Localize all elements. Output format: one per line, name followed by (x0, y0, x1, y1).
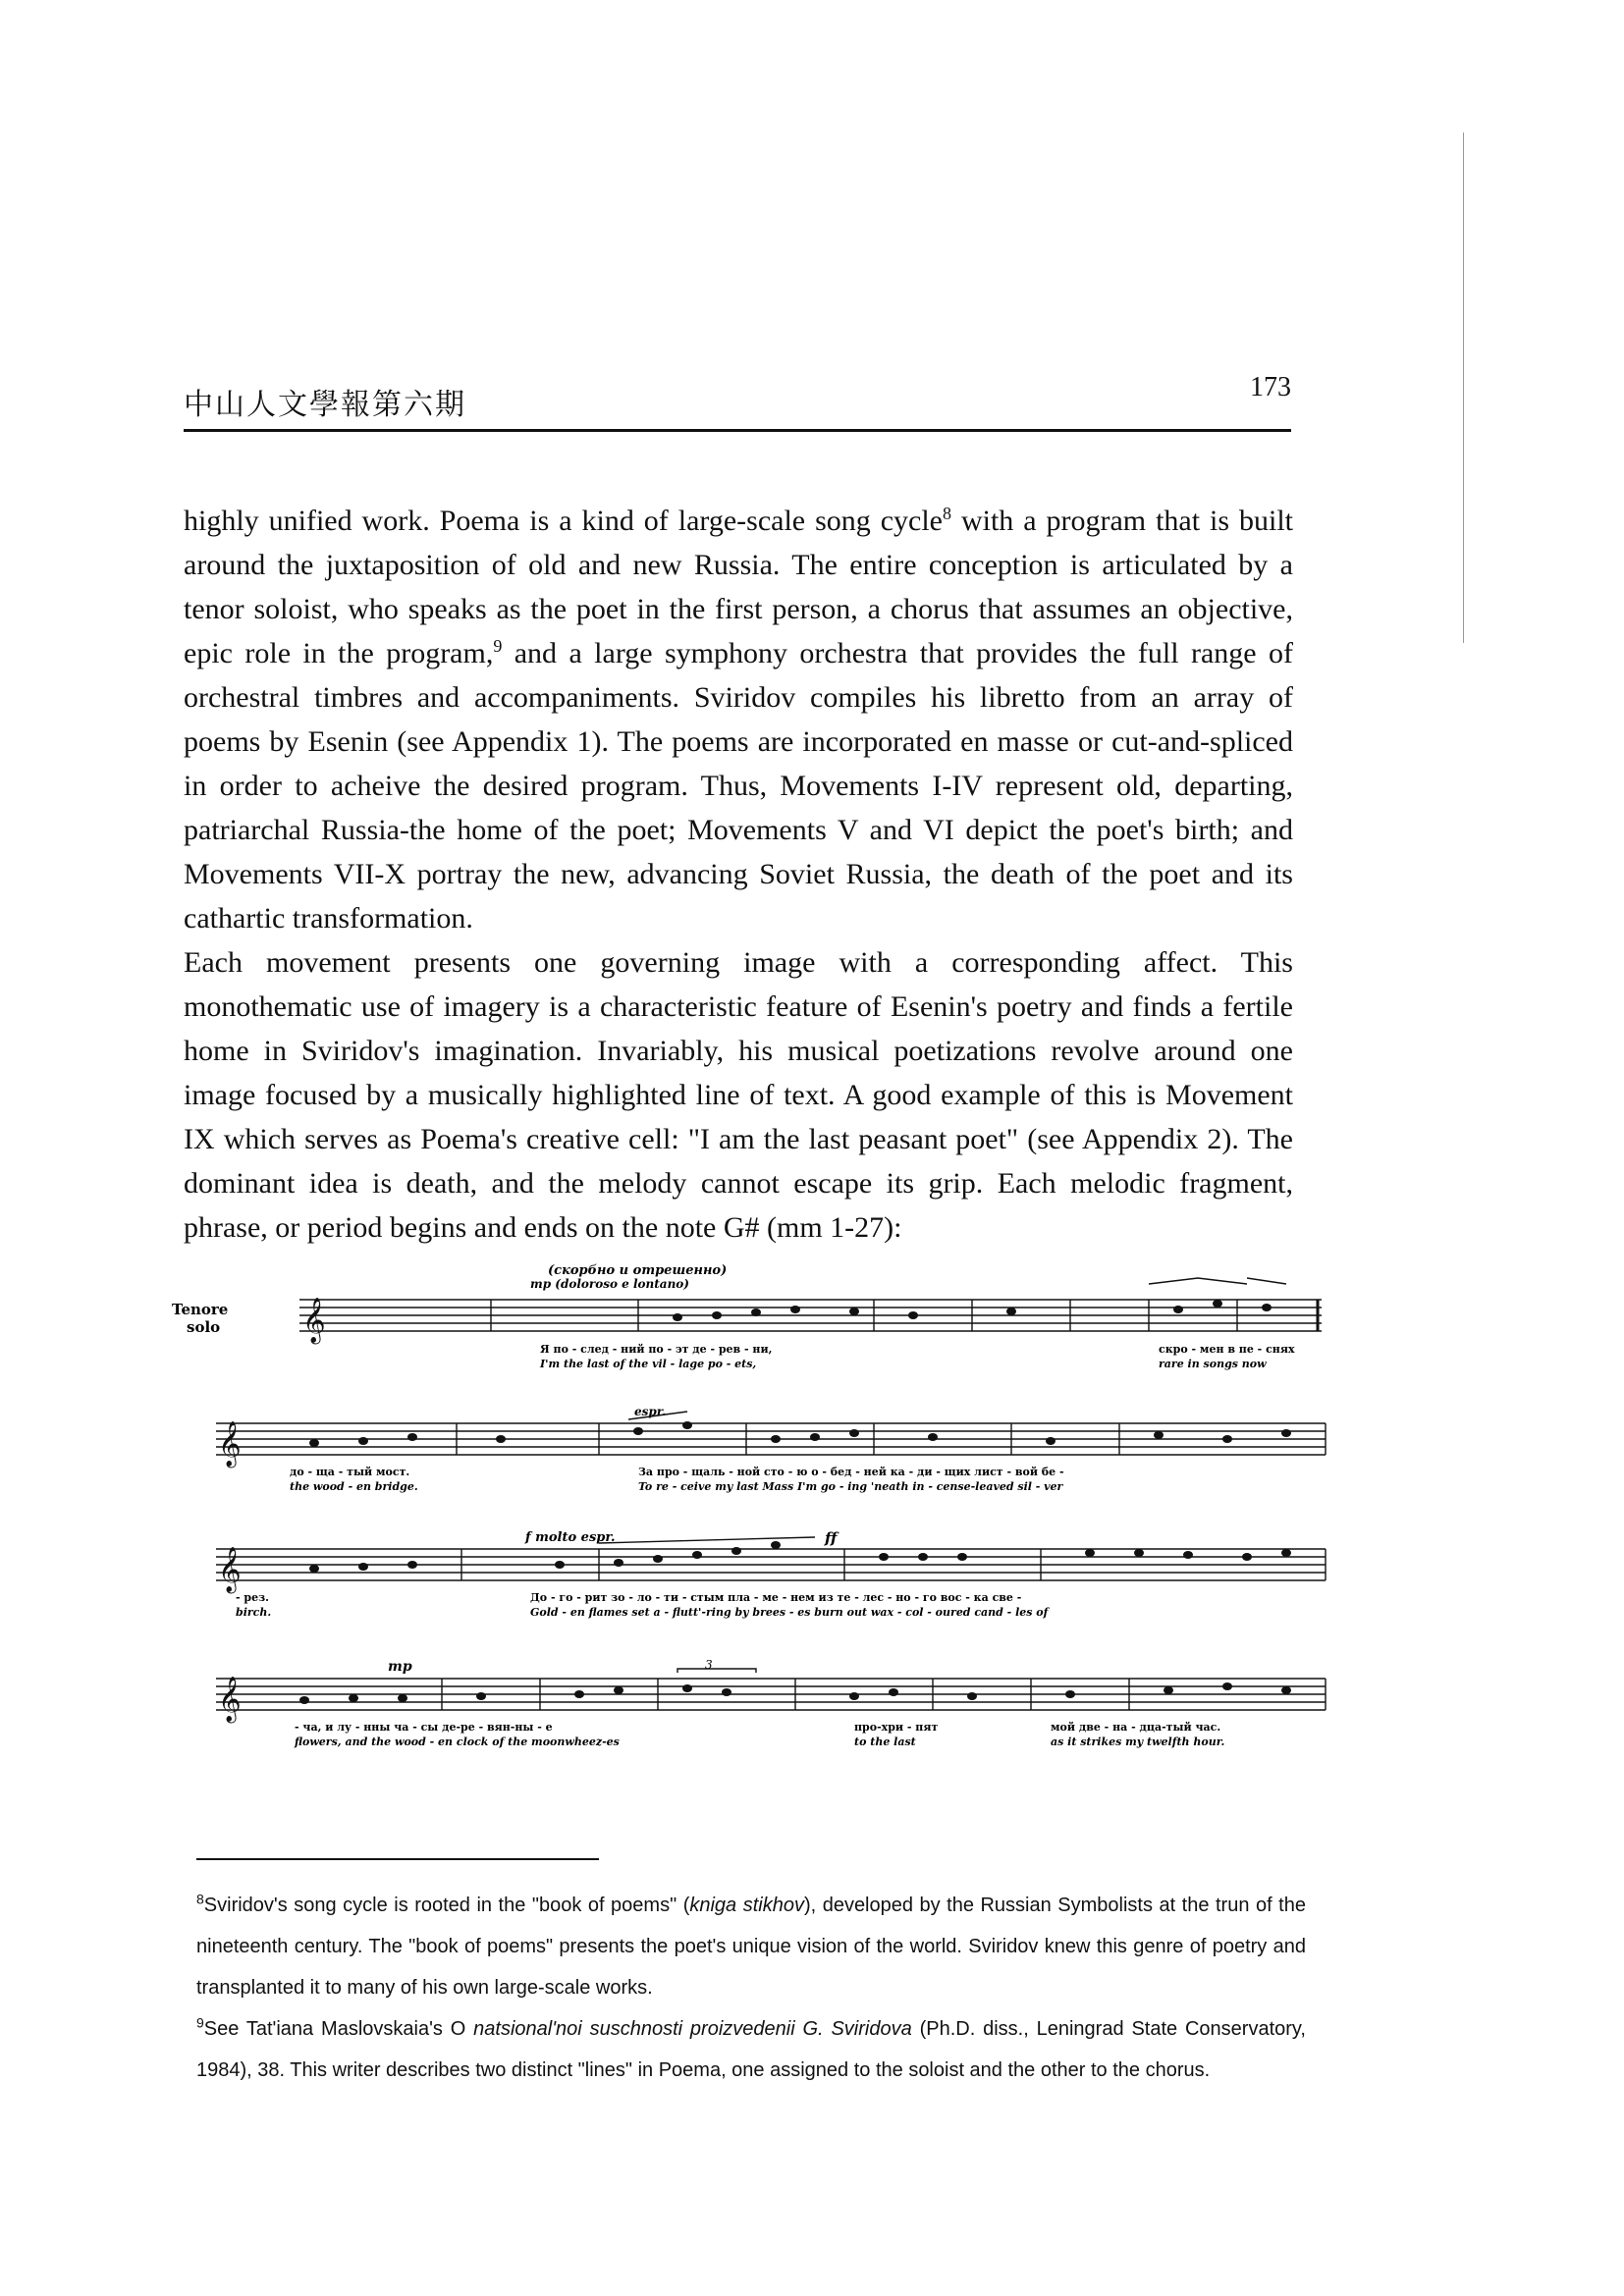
footnote-9-text-a: See Tat'iana Maslovskaia's O (203, 2018, 474, 2040)
triplet-mark: 3 (705, 1658, 713, 1672)
paragraph-1-text-b: with a program that is built around the juxtaposition of old and new Russia. The entire conception is articulated by a tenor soloist, who speaks as the poet in the first person, a chorus that assumes an objective, epic role in the program, (184, 505, 1294, 669)
lyrics-line4-en-a: flowers, and the wood - en clock of the moonwheez-es (295, 1735, 620, 1748)
lyrics-line2-ru-a: до - ща - тый мост. (290, 1466, 410, 1478)
paragraph-1-text-c: and a large symphony orchestra that provides the full range of orchestral timbres and accompaniments. Sviridov compiles his libretto from an array of poems by Esenin (see Appendix 1). The poems are incorporated en masse or cut-and-spliced in order to acheive the desired program. Thus, Movements I-IV represent old, departing, patriarchal Russia-the home of the poet; Movements V and VI depict the poet's birth; and Movements VII-X portray the new, advancing Soviet Russia, the death of the poet and its cathartic transformation. (184, 637, 1293, 934)
music-example (167, 1258, 1345, 1769)
lyrics-line1-ru-a: Я по - след - ний по - эт де - рев - ни, (540, 1343, 773, 1356)
footnote-8-text-b: ), developed by the Russian Symbolists at the trun of the nineteenth century. The "book of poems" presents the poet's unique vision of the world. Sviridov knew this genre of poetry and transplanted it to many of his own large-scale works. (196, 1895, 1306, 1999)
treble-clef-icon-2: 𝄞 (218, 1421, 242, 1467)
footnote-8 (196, 1885, 1306, 2008)
footnote-9-marker: 9 (196, 2014, 204, 2031)
lyrics-line4-ru-b: про-хри - пят (854, 1721, 939, 1734)
lyrics-line4-en-c: as it strikes my twelfth hour. (1051, 1735, 1225, 1748)
staff-system-1 (299, 1278, 1322, 1331)
lyrics-line1-ru-b: скро - мен в пе - снях (1159, 1343, 1295, 1356)
scan-edge-line (1463, 133, 1464, 643)
lyrics-line3-ru-a: - рез. (236, 1591, 269, 1604)
lyrics-line4-ru-a: - ча, и лу - нны ча - сы де-ре - вян-ны - е (295, 1721, 553, 1734)
paragraph-1 (184, 499, 1293, 940)
footnotes (196, 1885, 1306, 2091)
paragraph-2: Each movement presents one governing image with a corresponding affect. This monothematic use of imagery is a characteristic feature of Esenin's poetry and finds a fertile home in Sviridov's imagination. Invariably, his musical poetizations revolve around one image focused by a musically highlighted line of text. A good example of this is Movement IX which serves as Poema's creative cell: "I am the last peasant poet" (see Appendix 2). The dominant idea is death, and the melody cannot escape its grip. Each melodic fragment, phrase, or period begins and ends on the note G# (mm 1-27): (184, 946, 1293, 1244)
running-header (184, 372, 1291, 432)
notes-system-1 (302, 1298, 1272, 1345)
staff-system-4 (216, 1669, 1326, 1710)
music-score (167, 1258, 1345, 1769)
staff-system-3 (216, 1537, 1326, 1580)
body-text (184, 499, 1293, 1250)
lyrics-line2-en-a: the wood - en bridge. (290, 1480, 418, 1493)
footnote-rule (196, 1858, 599, 1860)
lyrics-line3-en-b: Gold - en flames set a - flutt'-ring by brees - es burn out wax - col - oured cand - les of (530, 1606, 1049, 1619)
mezzo-piano-mark: mp (388, 1659, 412, 1675)
journal-title: 中山人文學報第六期 (184, 388, 466, 422)
page-number: 173 (1250, 372, 1291, 402)
fortissimo-mark: ff (825, 1529, 838, 1547)
molto-espressivo-mark: f molto espr. (525, 1530, 616, 1545)
footnote-ref-8: 8 (942, 504, 951, 523)
voice-label-tenore: Tenore (172, 1301, 229, 1318)
footnote-9-title: natsional'noi suschnosti proizvedenii G. Sviridova (473, 2018, 912, 2040)
footnote-ref-9: 9 (493, 636, 503, 656)
lyrics-line1-en-a: I'm the last of the vil - lage po - ets, (540, 1358, 757, 1370)
footnote-8-title: kniga stikhov (689, 1895, 804, 1916)
treble-clef-icon: 𝄞 (302, 1298, 326, 1343)
voice-label-solo: solo (187, 1318, 221, 1336)
footnote-8-text-a: Sviridov's song cycle is rooted in the "book of poems" ( (203, 1895, 690, 1916)
lyrics-line3-ru-b: До - го - рит зо - ло - ти - стым пла - ме - нем из те - лес - но - го вос - ка све - (530, 1591, 1022, 1604)
lyrics-line3-en-a: birch. (236, 1606, 272, 1619)
paragraph-1-text-a: highly unified work. Poema is a kind of large-scale song cycle (184, 505, 943, 537)
lyrics-line4-ru-c: мой две - на - дца-тый час. (1051, 1721, 1221, 1734)
footnote-9 (196, 2008, 1306, 2091)
notes-system-2 (218, 1421, 1291, 1468)
espressivo-mark: espr. (634, 1405, 667, 1418)
treble-clef-icon-3: 𝄞 (218, 1547, 242, 1592)
footnote-8-marker: 8 (196, 1891, 204, 1907)
tempo-russian: (скорбно и отрешенно) (548, 1263, 728, 1278)
tempo-italian: mp (doloroso e lontano) (530, 1277, 689, 1291)
lyrics-line2-ru-b: За про - щаль - ной сто - ю о - бед - ней кa - ди - щих лист - вой бе - (638, 1466, 1064, 1478)
lyrics-line1-en-b: rare in songs now (1159, 1358, 1267, 1370)
footnote-9-text-b: (Ph.D. diss., Leningrad State Conservatory, 1984), 38. This writer describes two distinct "lines" in Poema, one assigned to the soloist and the other to the chorus. (196, 2018, 1306, 2081)
treble-clef-icon-4: 𝄞 (218, 1677, 242, 1722)
notes-system-4 (218, 1677, 1291, 1724)
lyrics-line2-en-b: To re - ceive my last Mass I'm go - ing 'neath in - cense-leaved sil - ver (638, 1480, 1063, 1493)
lyrics-line4-en-b: to the last (854, 1735, 916, 1748)
